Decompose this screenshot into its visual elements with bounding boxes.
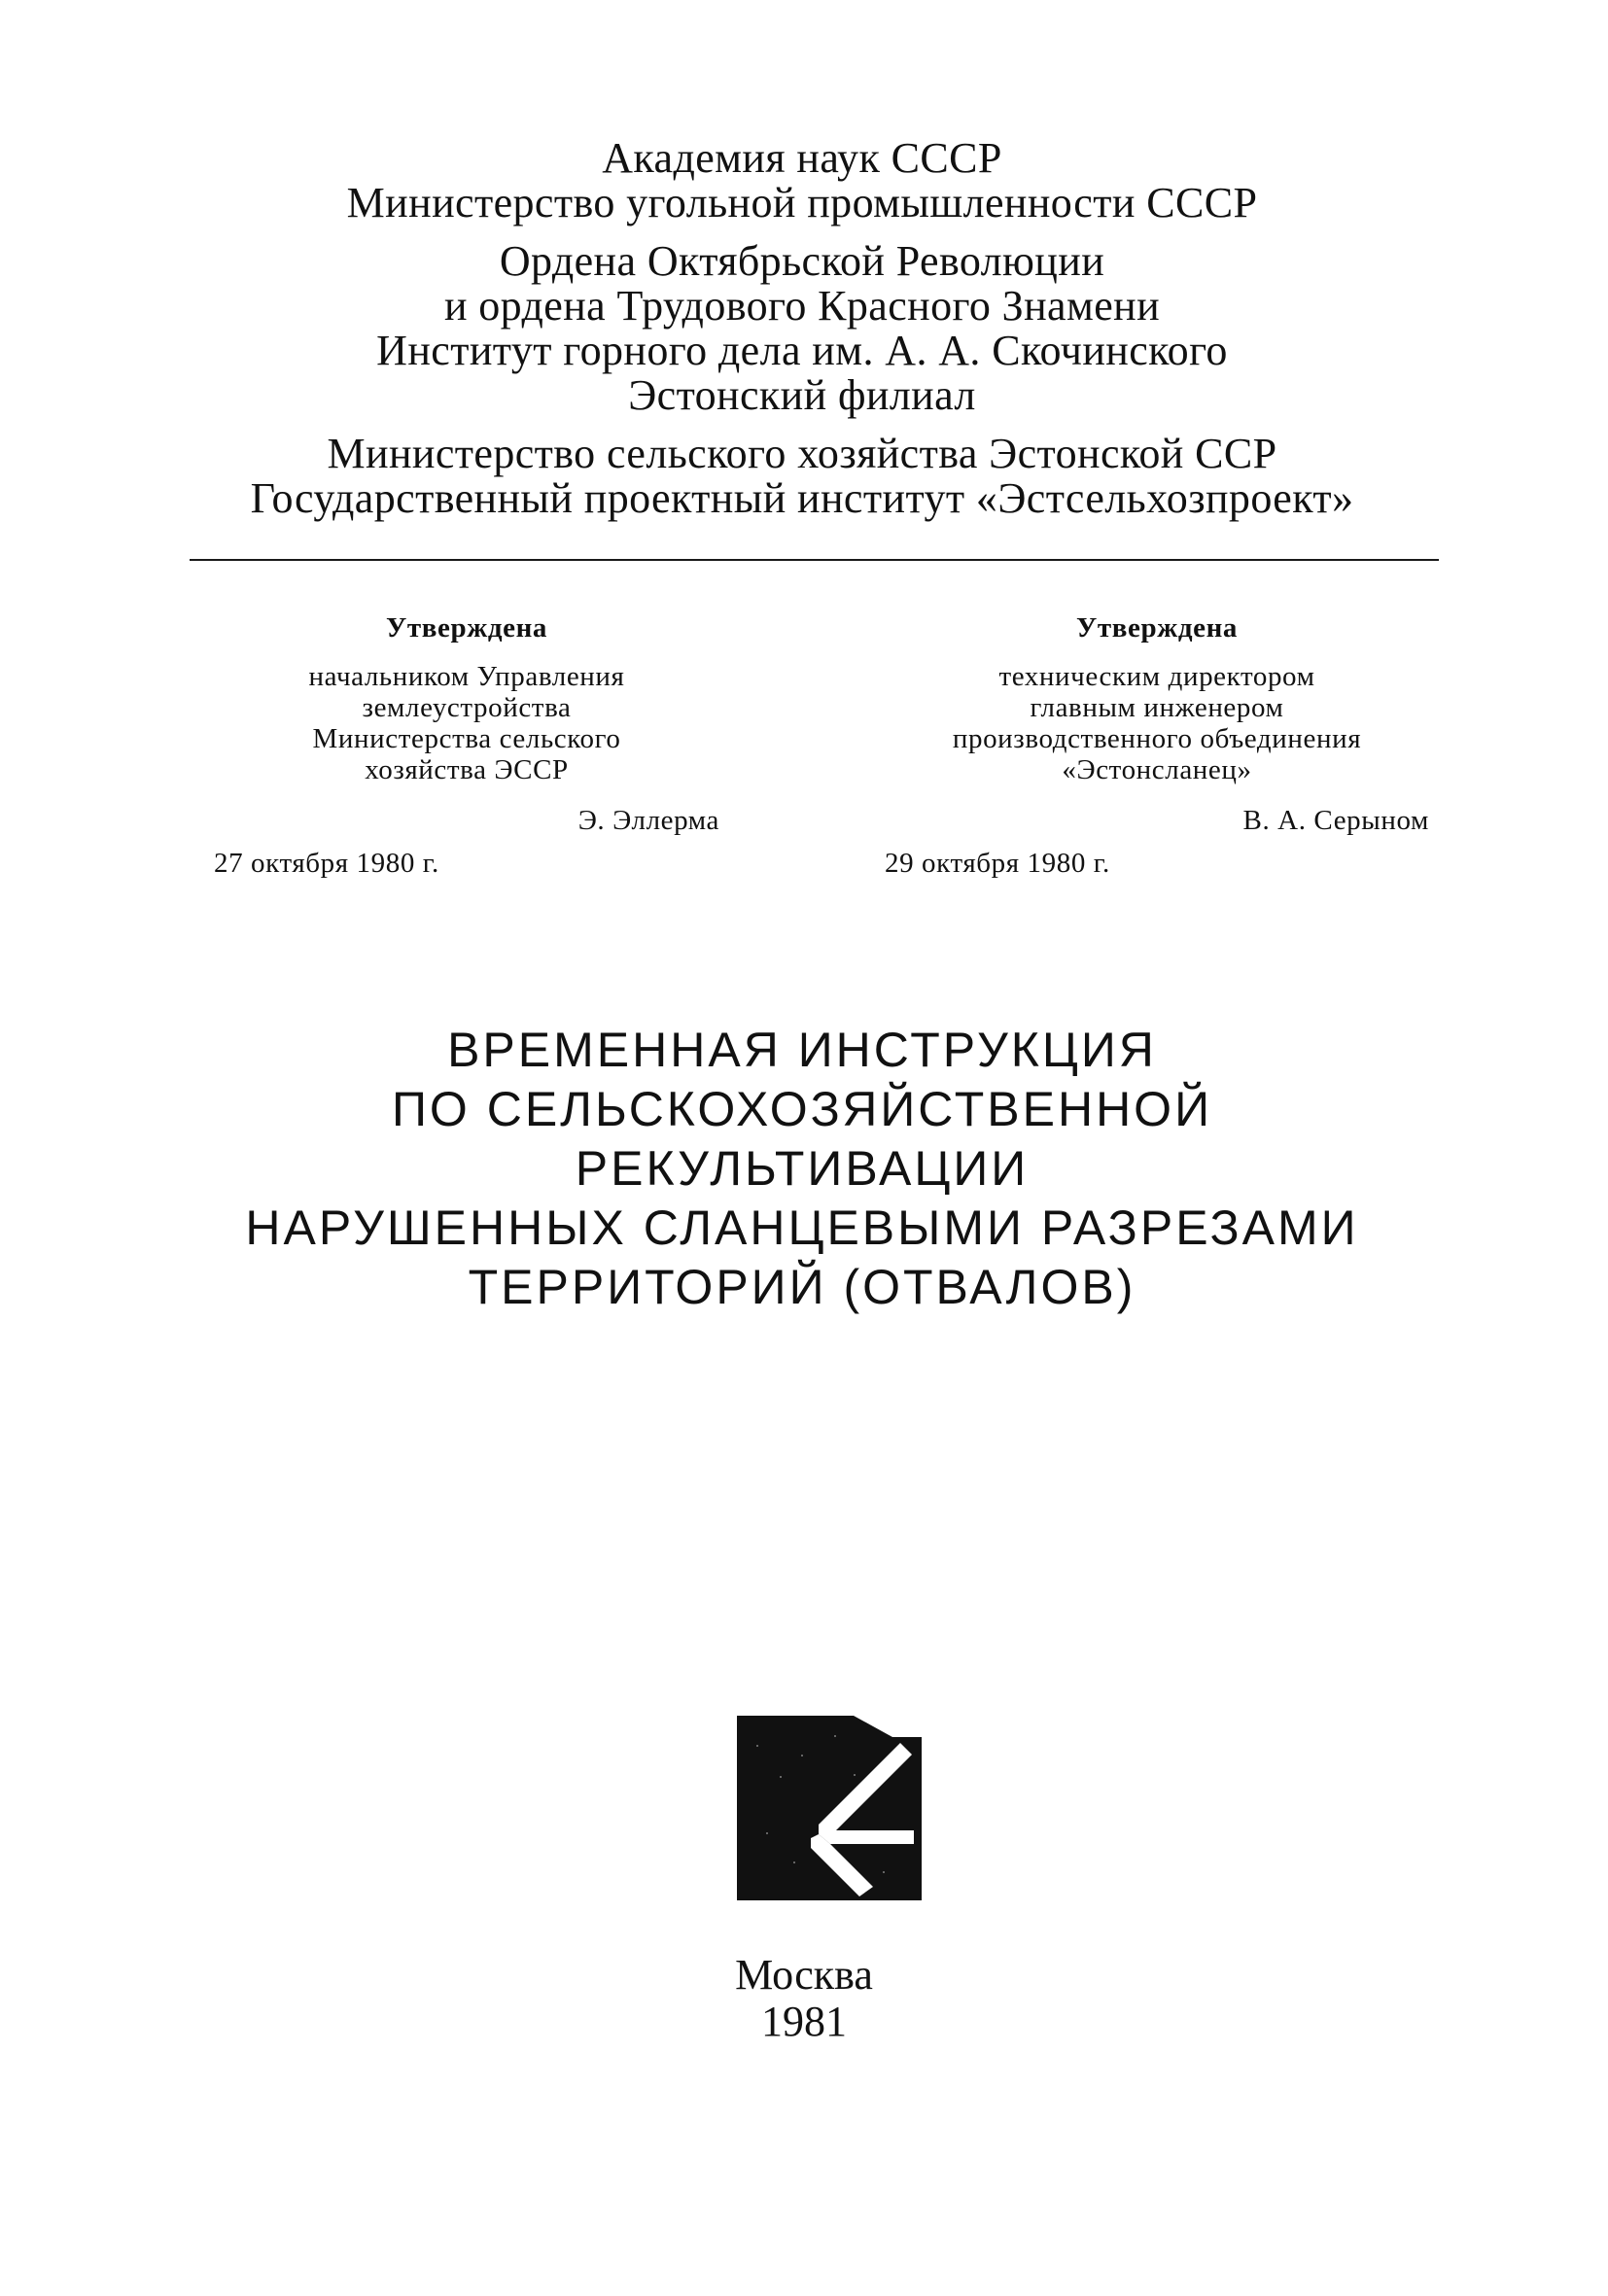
approval-right-heading: Утверждена: [1076, 612, 1238, 644]
approval-left-heading: Утверждена: [386, 612, 547, 644]
approval-left-signer: Э. Эллерма: [577, 805, 719, 836]
org-line-institute: Институт горного дела им. А. А. Скочинского: [376, 327, 1228, 374]
approval-right: [885, 612, 1429, 879]
approval-right-signer: В. А. Серыном: [1242, 805, 1429, 836]
approval-left: [214, 612, 719, 879]
approval-left-line: начальником Управления: [308, 661, 625, 692]
org-line-branch: Эстонский филиал: [628, 371, 976, 419]
org-line-order-1: Ордена Октябрьской Революции: [499, 237, 1105, 285]
imprint-year: 1981: [761, 1998, 847, 2045]
issuing-organizations: [146, 136, 1458, 521]
org-line-agri-ministry: Министерство сельского хозяйства Эстонской ССР: [327, 430, 1277, 477]
approval-left-line: землеустройства: [362, 692, 572, 723]
publisher-logo-icon: [737, 1716, 922, 1900]
approval-right-line: техническим директором: [998, 661, 1315, 692]
approval-left-line: хозяйства ЭССР: [365, 754, 569, 785]
header-divider: [190, 559, 1439, 561]
title-line: НАРУШЕННЫХ СЛАНЦЕВЫМИ РАЗРЕЗАМИ: [245, 1200, 1359, 1255]
document-title: [146, 1021, 1458, 1317]
org-line-academy: Академия наук СССР: [602, 134, 1002, 182]
approval-left-date: 27 октября 1980 г.: [214, 848, 439, 879]
title-line: ПО СЕЛЬСКОХОЗЯЙСТВЕННОЙ: [391, 1082, 1213, 1136]
approval-right-line: главным инженером: [1030, 692, 1284, 723]
imprint-city: Москва: [735, 1951, 873, 1999]
title-line: РЕКУЛЬТИВАЦИИ: [575, 1141, 1030, 1196]
approval-right-date: 29 октября 1980 г.: [885, 848, 1110, 879]
approval-left-line: Министерства сельского: [312, 723, 621, 754]
title-line: ТЕРРИТОРИЙ (ОТВАЛОВ): [468, 1260, 1136, 1314]
org-line-coal-ministry: Министерство угольной промышленности СССР: [346, 179, 1258, 226]
approval-right-line: «Эстонсланец»: [1062, 754, 1252, 785]
org-line-design-institute: Государственный проектный институт «Эстсельхозпроект»: [250, 474, 1354, 522]
org-line-order-2: и ордена Трудового Красного Знамени: [443, 282, 1161, 330]
imprint: [610, 1952, 998, 2045]
approval-right-line: производственного объединения: [952, 723, 1362, 754]
title-line: ВРЕМЕННАЯ ИНСТРУКЦИЯ: [447, 1023, 1157, 1077]
